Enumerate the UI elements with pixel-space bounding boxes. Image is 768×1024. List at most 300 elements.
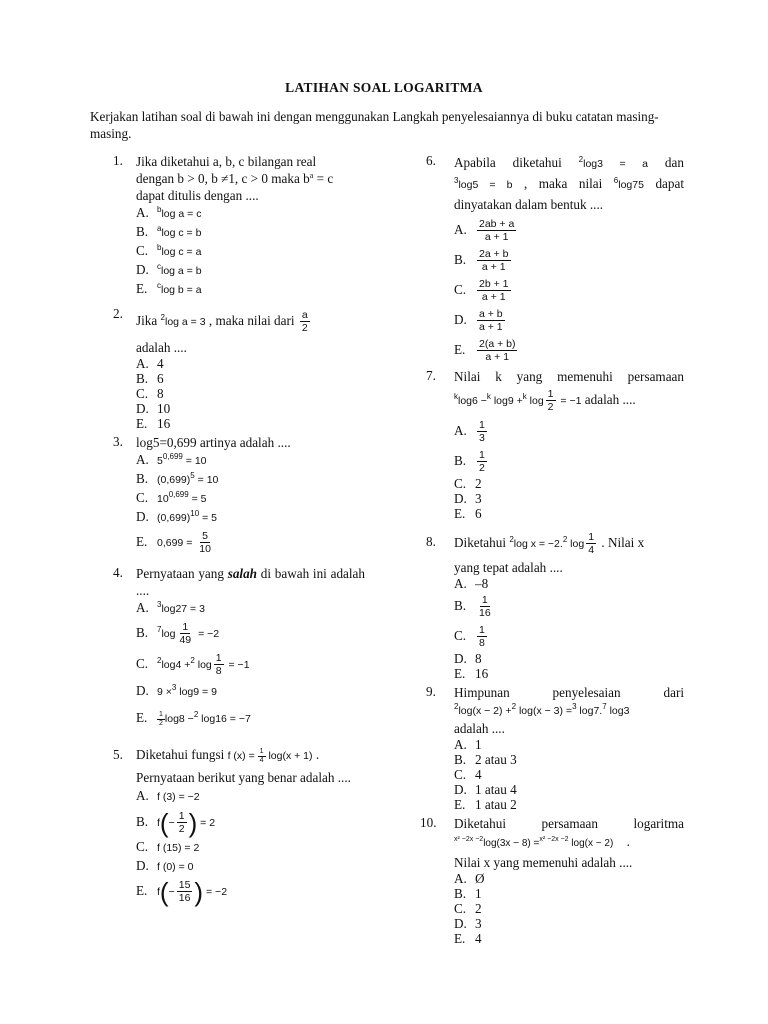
log-base: k [454,392,458,401]
stem-text: dapat [643,176,685,191]
option-value: 2 [475,901,482,916]
option-value: Ø [475,871,485,886]
right-column [420,153,685,949]
stem-line: dinyatakan dalam bentuk .... [454,197,604,212]
option-a[interactable] [136,451,365,470]
numerator: 1 [159,711,163,718]
stem-text: . Nilai x [598,535,645,550]
denominator: 8 [479,637,485,650]
math-expression: log(x − 3) = [516,705,573,717]
option-label: E. [454,931,466,946]
question-2 [113,306,365,431]
option-c[interactable] [136,649,365,680]
option-expression: log c = a [161,246,202,258]
log-base: 7 [602,702,607,711]
question-6 [426,153,684,365]
math-expression: = −1 [557,395,582,407]
option-value: 16 [475,666,489,681]
stem-text: Apabila diketahui [454,155,579,170]
exponent: 0,699 [168,490,189,499]
option-label: A. [454,423,467,438]
question-8 [426,528,684,681]
log-base: x² −2x −2 [539,836,569,843]
option-b[interactable] [454,245,684,275]
math-expression: f (15) = 2 [157,842,200,854]
log-base: 3 [572,702,577,711]
stem-text: dengan b > 0, b ≠1, c > 0 maka b [136,171,310,186]
numerator: 2a + b [479,248,509,261]
option-a[interactable] [136,599,365,618]
option-b[interactable] [454,446,684,476]
option-e[interactable] [454,797,684,812]
option-expression: log c = b [161,227,202,239]
math-expression: = 5 [199,512,217,524]
math-expression: = 10 [182,455,207,467]
fraction [477,449,487,474]
option-label: D. [136,858,149,873]
option-c[interactable] [454,767,684,782]
denominator: 2 [178,823,185,836]
log-base: 3 [454,176,459,185]
exponent: 0,699 [162,452,183,461]
numerator: 2ab + a [479,218,515,231]
option-value: 1 atau 2 [475,797,517,812]
option-b[interactable] [454,752,684,767]
option-label: C. [136,490,149,505]
option-label: A. [136,452,149,467]
math-expression: log16 = −7 [198,713,251,725]
option-expression: log b = a [161,284,202,296]
question-number: 3. [113,434,123,449]
log-base: 2 [578,155,584,164]
math-expression: 10 [157,493,169,505]
option-expression: log a = c [161,208,202,220]
question-stem [454,528,684,576]
stem-text: , maka nilai dari [205,313,298,328]
math-expression: log8 − [164,713,194,725]
option-a[interactable] [454,215,684,245]
option-e[interactable] [136,280,365,299]
fraction [197,530,213,555]
option-label: A. [136,205,149,220]
option-label: D. [454,651,467,666]
option-value: 1 atau 4 [475,782,517,797]
stem-line [136,170,365,187]
option-c[interactable] [454,476,684,491]
option-label: A. [454,222,467,237]
option-value: 10 [157,401,171,416]
option-label: A. [136,356,149,371]
stem-line: Diketahui persamaan logaritma [454,816,684,831]
option-value: 16 [157,416,171,431]
option-label: E. [136,534,148,549]
question-7 [426,368,684,521]
math-expression: log x = −2. [513,538,563,550]
option-d[interactable] [136,261,365,280]
numerator: a [301,309,308,322]
denominator: 2 [301,322,308,335]
denominator: 2 [479,462,485,475]
option-label: D. [454,916,467,931]
numerator: 1 [178,810,185,823]
math-expression: log5 = b [458,179,513,191]
denominator: 8 [215,665,222,678]
option-b[interactable] [136,470,365,489]
option-label: A. [136,600,149,615]
exponent: a [309,171,314,180]
question-stem [454,815,684,871]
math-expression: log9 = 9 [176,686,217,698]
stem-line [454,832,684,854]
option-d[interactable] [454,916,684,931]
log-base: a [157,224,162,233]
denominator: 16 [479,607,491,620]
question-9 [426,684,684,812]
denominator: a + 1 [481,261,506,274]
option-b[interactable] [136,618,365,649]
fraction [477,248,511,273]
math-expression: log27 = 3 [161,603,205,615]
question-1 [113,153,365,299]
numerator: 5 [202,530,209,543]
numerator: 1 [479,419,485,432]
question-stem [136,153,365,204]
math-expression: = 5 [188,493,207,505]
denominator: 49 [179,634,192,647]
stem-line [454,385,684,416]
option-d[interactable] [136,508,365,527]
stem-line: Jika diketahui a, b, c bilangan real [136,154,317,169]
option-label: B. [136,814,149,829]
question-4 [113,565,365,734]
fraction [300,309,310,334]
option-e[interactable] [454,666,684,681]
option-label: C. [454,628,467,643]
question-number: 5. [113,747,123,762]
math-expression: log4 + [161,659,191,671]
option-label: D. [136,262,149,277]
math-expression: (0,699) [157,474,191,486]
option-label: B. [454,886,467,901]
option-value: 3 [475,491,482,506]
denominator: a + 1 [484,231,509,244]
stem-line [454,153,684,174]
option-e[interactable] [454,335,684,365]
option-label: B. [454,252,467,267]
option-c[interactable] [136,386,365,401]
option-label: C. [136,656,149,671]
option-label: C. [136,386,149,401]
option-e[interactable] [136,703,365,734]
option-label: D. [136,401,149,416]
log-base: k [522,392,527,401]
log-base: 2 [509,535,514,544]
question-stem [136,306,365,337]
option-a[interactable] [136,786,365,807]
option-e[interactable] [136,416,365,431]
stem-line: yang tepat adalah .... [454,560,563,575]
option-label: C. [454,901,467,916]
stem-line: Nilai k yang memenuhi persamaan [454,369,684,384]
option-value: 4 [475,931,482,946]
math-expression: 9 × [157,686,172,698]
stem-text: , maka nilai [512,176,614,191]
fraction [177,879,193,904]
option-value: 2 [475,476,482,491]
fraction [477,278,511,303]
question-stem [454,684,684,737]
option-e[interactable] [454,506,684,521]
numerator: 1 [481,594,488,607]
page-title: LATIHAN SOAL LOGARITMA [285,80,483,95]
numerator: 2(a + b) [479,338,516,351]
log-base: 3 [157,600,162,609]
log-base: b [157,205,162,214]
option-label: A. [454,737,467,752]
stem-line [454,528,684,559]
stem-text: Jika [136,313,161,328]
option-label: D. [454,312,467,327]
option-b[interactable] [136,371,365,386]
fraction [477,308,505,333]
fraction [157,711,165,728]
numerator: 1 [588,531,595,544]
option-b[interactable] [454,886,684,901]
math-expression: f [157,886,160,898]
stem-text: di bawah ini adalah .... [136,566,365,598]
question-number: 1. [113,153,123,168]
option-label: D. [454,491,467,506]
option-c[interactable] [136,838,365,857]
option-value: 4 [157,356,164,371]
stem-line: Nilai x yang memenuhi adalah .... [454,855,633,870]
math-expression: (0,699) [157,512,191,524]
option-label: B. [454,453,467,468]
option-a[interactable] [136,204,365,223]
option-label: D. [136,683,149,698]
option-value: –8 [475,576,489,591]
emphasis-word: salah [227,566,258,581]
option-value: 3 [475,916,482,931]
math-expression: f [157,817,160,829]
numerator: 1 [547,388,554,401]
math-expression: log6 − [458,395,487,407]
option-value: 1 [475,737,482,752]
option-c[interactable] [136,489,365,508]
stem-text: = c [313,171,334,186]
math-expression: log(3x − 8) = [483,838,540,849]
option-c[interactable] [454,901,684,916]
fraction [258,748,266,765]
question-3 [113,434,365,558]
denominator: 4 [588,544,595,557]
option-label: E. [454,797,466,812]
option-label: C. [136,243,149,258]
math-expression: − [168,817,175,829]
fraction [477,338,517,363]
option-d[interactable] [454,491,684,506]
math-expression: log [526,395,544,407]
option-label: B. [136,224,149,239]
option-b[interactable] [136,223,365,242]
option-a[interactable] [454,871,684,886]
fraction [477,419,487,444]
option-d[interactable] [454,651,684,666]
option-label: B. [136,471,149,486]
stem-text: Pernyataan yang [136,566,228,581]
log-base: c [157,281,161,290]
math-expression: 0,699 = [157,537,196,549]
option-label: A. [454,576,467,591]
option-d[interactable] [454,305,684,335]
log-base: 6 [613,176,619,185]
log-base: x² −2x −2 [454,836,484,843]
fraction [546,388,556,413]
option-c[interactable] [136,242,365,261]
question-stem [454,153,684,215]
option-label: E. [136,281,148,296]
fraction [177,810,187,835]
option-d[interactable] [136,401,365,416]
option-d[interactable] [136,680,365,703]
question-number: 8. [426,534,436,549]
option-c[interactable] [454,621,684,651]
question-stem [136,741,365,769]
fraction [214,652,224,677]
option-value: 8 [157,386,164,401]
option-label: B. [136,625,149,640]
question-number: 6. [426,153,436,168]
option-label: E. [454,342,466,357]
question-number: 4. [113,565,123,580]
stem-line: Pernyataan berikut yang benar adalah .... [136,770,351,785]
math-expression: = 10 [194,474,219,486]
option-value: 2 atau 3 [475,752,517,767]
option-b[interactable]: B. f(− $\frac{1}{2}$ ) = 2 [136,807,216,838]
denominator: a + 1 [481,291,506,304]
option-label: D. [136,509,149,524]
stem-text: . [623,834,630,849]
stem-line: dapat ditulis dengan .... [136,188,259,203]
option-value: 8 [475,651,482,666]
instructions: Kerjakan latihan soal di bawah ini dengan menggunakan Langkah penyelesaiannya di buku catatan masing-masing. [90,109,659,141]
option-a[interactable] [136,356,365,371]
math-expression: log75 [618,179,644,191]
question-stem: log5=0,699 artinya adalah .... [136,435,291,450]
option-label: C. [454,282,467,297]
math-expression: log(x − 2) + [458,705,512,717]
option-d[interactable] [454,782,684,797]
numerator: 15 [178,879,191,892]
log-base: 2 [190,656,195,665]
math-expression: = 2 [197,817,216,829]
exponent: 5 [190,471,195,480]
denominator: 3 [479,432,485,445]
option-e[interactable]: E. f(− $\frac{15}{16}$ ) = −2 [136,876,228,907]
denominator: 10 [199,543,211,556]
option-e[interactable] [136,527,365,558]
fraction [477,624,487,649]
denominator: 2 [547,401,554,414]
fraction [477,218,516,243]
question-number: 10. [420,815,437,830]
denominator: 4 [259,757,264,764]
math-expression: = −2 [203,886,228,898]
stem-text: Diketahui fungsi [136,747,228,762]
option-e[interactable] [454,931,684,946]
stem-text: dan [648,155,684,170]
option-label: E. [136,416,148,431]
option-label: A. [136,788,149,803]
numerator: 1 [182,621,189,634]
option-a[interactable] [454,416,684,446]
option-expression: log a = b [161,265,202,277]
stem-line: adalah .... [454,721,505,736]
stem-line: Himpunan penyelesaian dari [454,685,684,700]
denominator: 16 [178,892,191,905]
option-label: E. [454,506,466,521]
log-base: 7 [157,625,162,634]
option-label: E. [454,666,466,681]
math-expression: log [567,538,585,550]
fraction [586,531,596,556]
option-value: 1 [475,886,482,901]
option-label: C. [454,476,467,491]
option-label: A. [454,871,467,886]
option-b[interactable] [454,591,684,621]
option-label: B. [136,371,149,386]
numerator: 2b + 1 [479,278,509,291]
numerator: 1 [215,652,222,665]
exponent: 10 [190,509,200,518]
option-c[interactable] [454,275,684,305]
math-expression: = −1 [225,659,250,671]
log-base: 3 [171,683,177,692]
log-base: k [486,392,491,401]
question-stem [136,565,365,599]
math-expression: log9 + [490,395,523,407]
option-label: C. [454,767,467,782]
question-5 [113,741,365,907]
question-stem [454,368,684,416]
math-expression: log [194,659,212,671]
option-value: 6 [475,506,482,521]
math-expression: log7. [576,705,603,717]
option-a[interactable] [454,576,684,591]
log-base: 2 [157,656,162,665]
log-base: 2 [562,535,568,544]
numerator: 1 [479,624,485,637]
option-d[interactable] [136,857,365,876]
question-10 [420,815,684,946]
option-value: 6 [157,371,164,386]
stem-text: adalah .... [581,392,636,407]
log-base: 2 [193,710,199,719]
math-expression: f (0) = 0 [157,861,194,873]
stem-text: . [312,747,320,762]
option-a[interactable] [454,737,684,752]
stem-text: Diketahui [454,535,510,550]
numerator: a + b [479,308,503,321]
stem-line [454,174,684,195]
question-number: 7. [426,368,436,383]
option-label: E. [136,710,148,725]
math-expression: f (3) = −2 [157,791,200,803]
stem-line [454,701,684,720]
option-label: E. [136,883,148,898]
log-base: 2 [454,702,459,711]
question-number: 9. [426,684,436,699]
